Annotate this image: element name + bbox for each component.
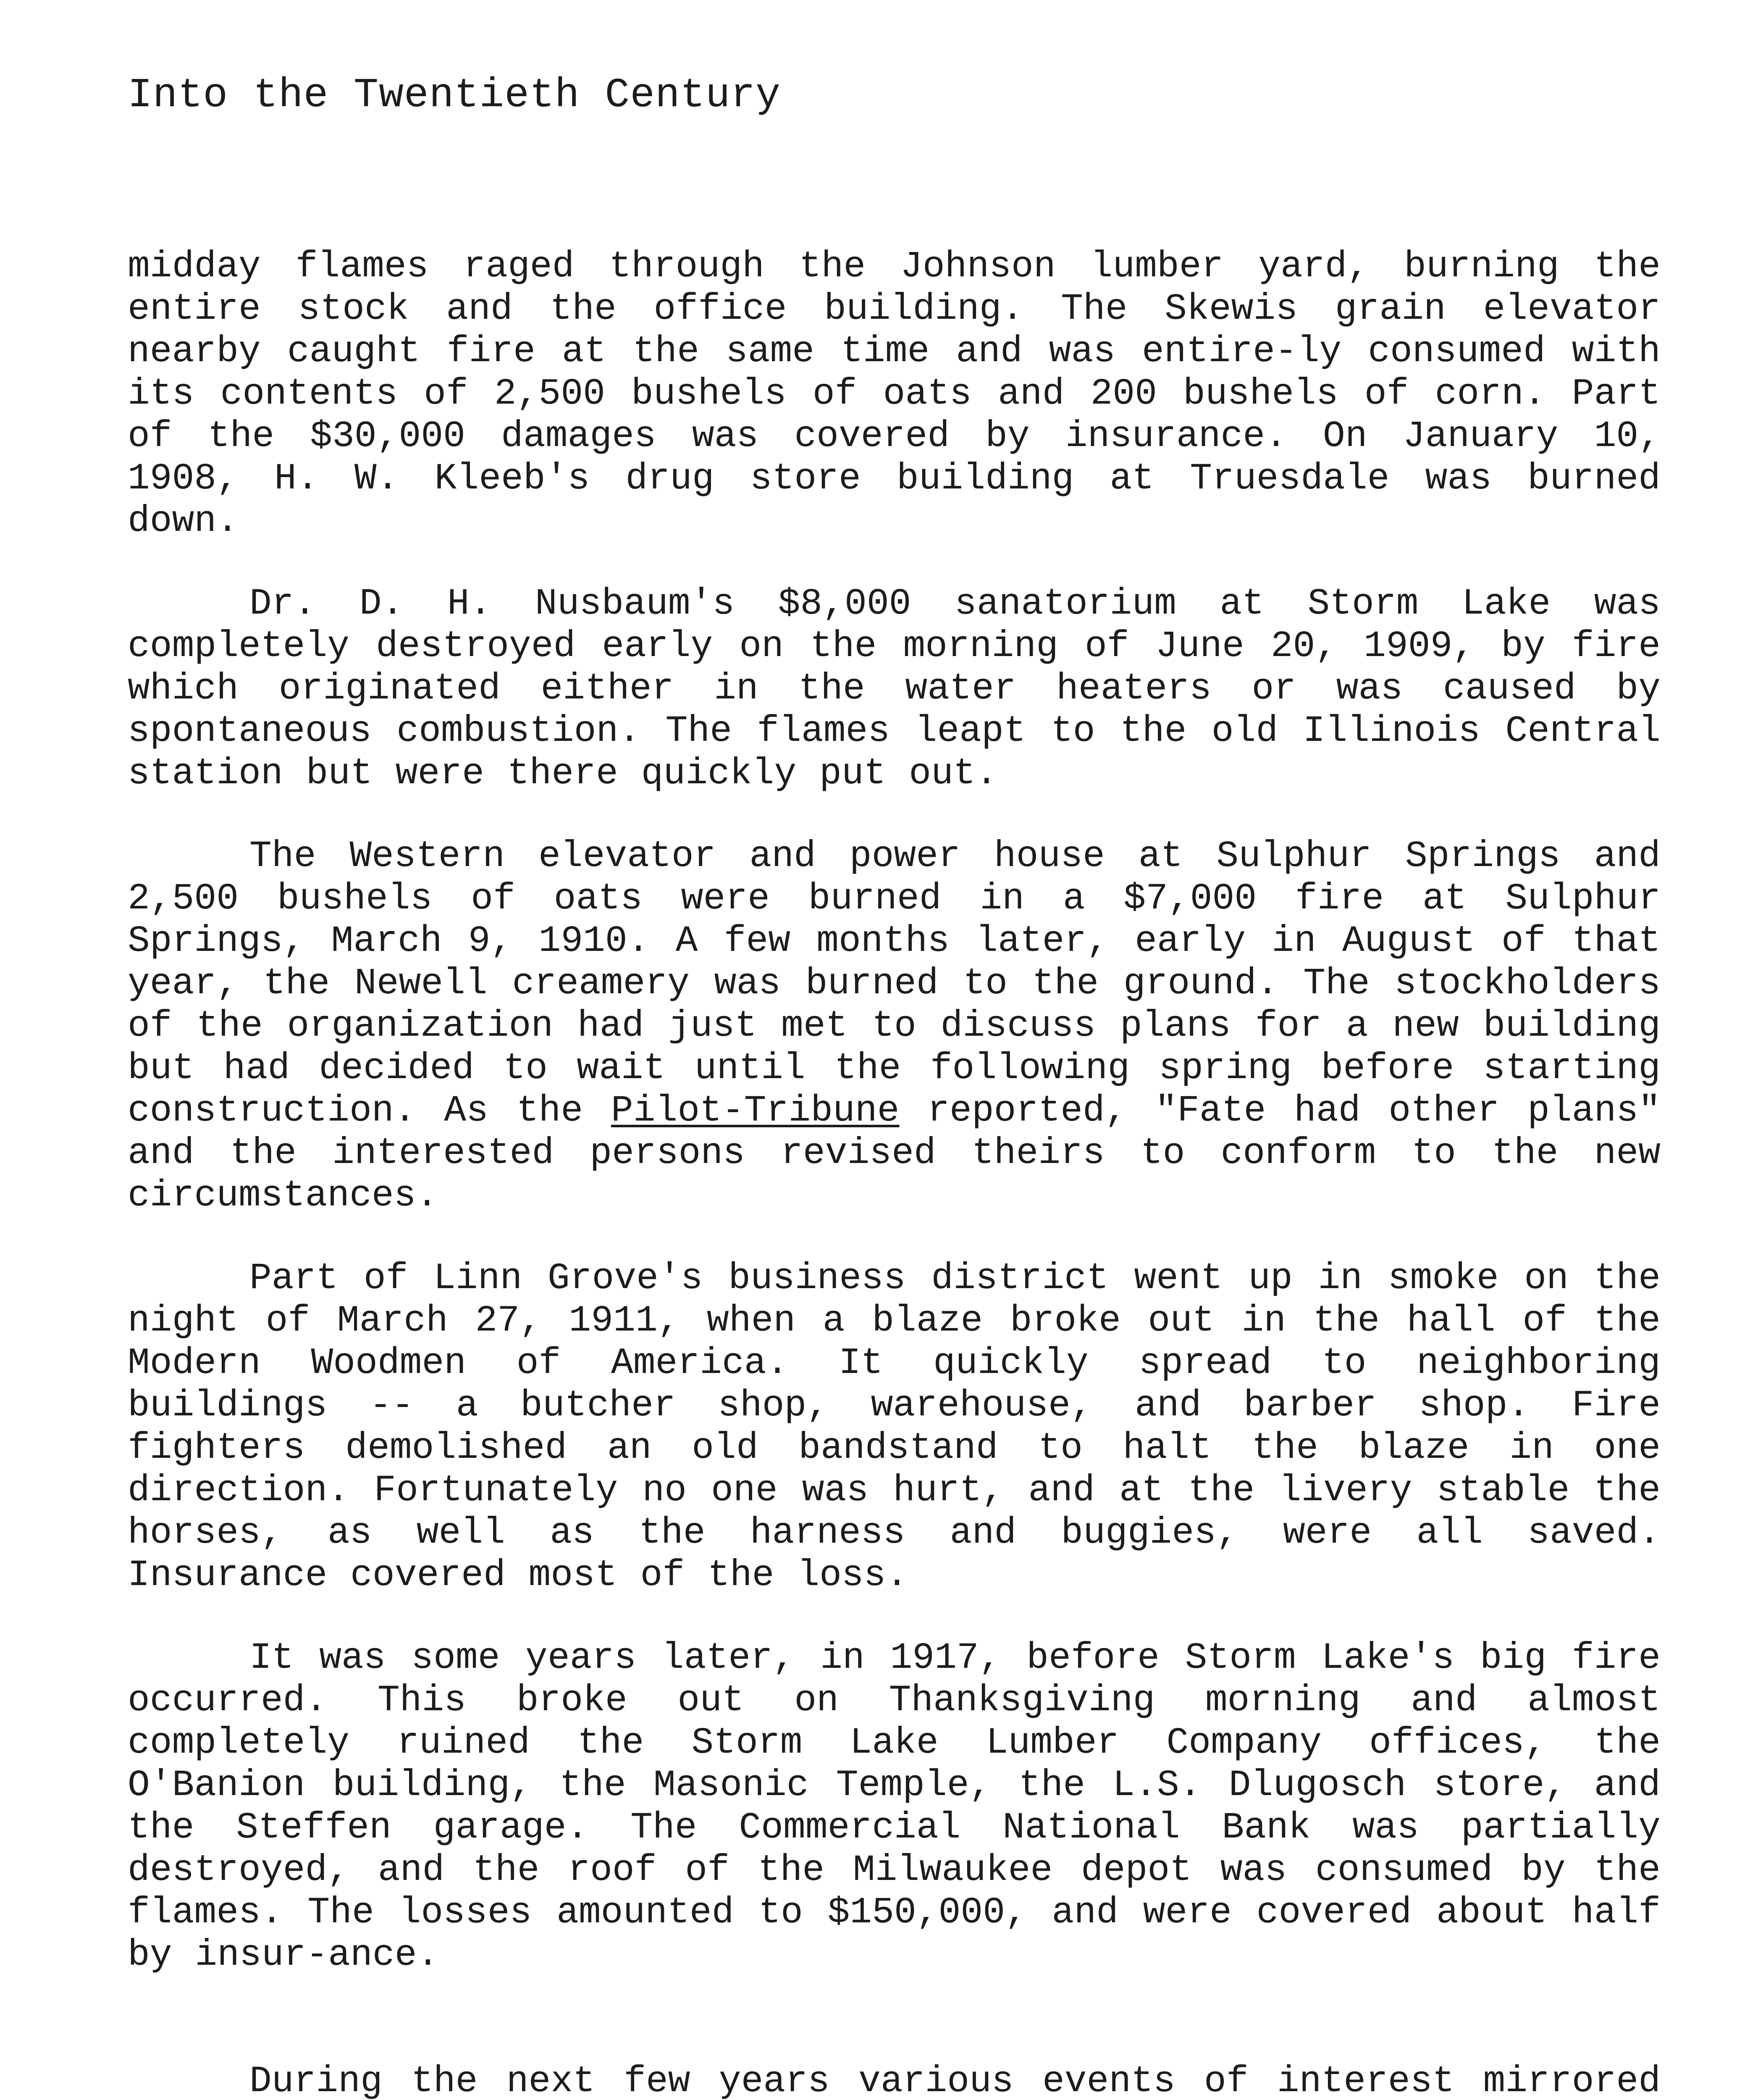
body-text (128, 246, 1661, 2100)
paragraph-linn-grove-fire: Part of Linn Grove's business district went up in smoke on the night of March 27, 1911, when a blaze broke out in the hall of the Modern Woodmen of America. It quickly spread to neighboring buildings -- a butcher shop, warehouse, and barber shop. Fire fighters demolished an old bandstand to halt the blaze in one direction. Fortunately no one was hurt, and at the livery stable the horses, as well as the harness and buggies, were all saved. Insurance covered most of the loss. (128, 1258, 1661, 1596)
paragraph-western-elevator-fire (128, 835, 1661, 1217)
paragraph-storm-lake-big-fire: It was some years later, in 1917, before Storm Lake's big fire occurred. This broke out on Thanksgiving morning and almost completely ruined the Storm Lake Lumber Company offices, the O'Banion building, the Masonic Temple, the L.S. Dlugosch store, and the Steffen garage. The Commercial National Bank was partially destroyed, and the roof of the Milwaukee depot was consumed by the flames. The losses amounted to $150,000, and were covered about half by insur-ance. (128, 1638, 1661, 1976)
paragraph-text-before: The Western elevator and power house at Sulphur Springs and 2,500 bushels of oats were burned in a $7,000 fire at Sulphur Springs, March 9, 1910. A few months later, early in August of that year, the Newell creamery was burned to the ground. The stockholders of the organization had just met to discuss plans for a new building but had decided to wait until the following spring before starting construction. As the (128, 836, 1661, 1132)
running-head: Into the Twentieth Century (128, 72, 781, 119)
newspaper-title-underlined: Pilot-Tribune (611, 1090, 900, 1132)
paragraph-events-of-interest: During the next few years various events of interest mirrored (249, 2061, 1661, 2100)
paragraph-text-after: reported, "Fate had other plans" and the interested persons revised theirs to conform to the new circumstances. (128, 1090, 1661, 1217)
paragraph-nusbaum-sanatorium-fire: Dr. D. H. Nusbaum's $8,000 sanatorium at Storm Lake was completely destroyed early on the morning of June 20, 1909, by fire which originated either in the water heaters or was caused by spontaneous combustion. The flames leapt to the old Illinois Central station but were there quickly put out. (128, 583, 1661, 795)
paragraph-johnson-lumber-fire: midday flames raged through the Johnson lumber yard, burning the entire stock and the office building. The Skewis grain elevator nearby caught fire at the same time and was entire-ly consumed with its contents of 2,500 bushels of oats and 200 bushels of corn. Part of the $30,000 damages was covered by insurance. On January 10, 1908, H. W. Kleeb's drug store building at Truesdale was burned down. (128, 246, 1661, 542)
